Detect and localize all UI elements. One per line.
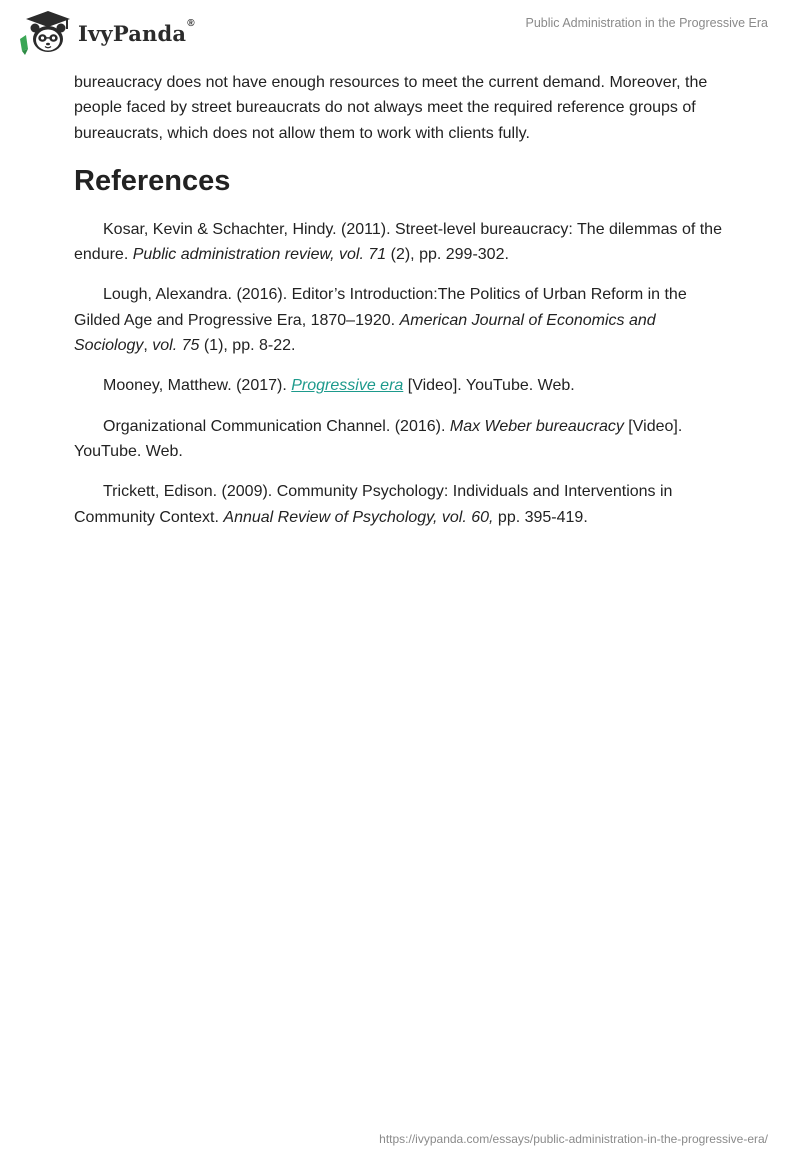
reference-text: [Video]. YouTube. Web.	[74, 417, 683, 460]
reference-text: Mooney, Matthew. (2017).	[103, 377, 292, 395]
reference-source: Max Weber bureaucracy	[449, 417, 624, 435]
footer-url[interactable]: https://ivypanda.com/essays/public-administration-in-the-progressive-era/	[379, 1132, 768, 1146]
references-heading: References	[74, 164, 231, 197]
document-title: Public Administration in the Progressive Era	[525, 16, 768, 30]
reference-link[interactable]: Progressive era	[291, 377, 404, 395]
reference-text: ,	[143, 337, 153, 355]
reference-text: Organizational Communication Channel. (2016).	[103, 417, 450, 435]
reference-text: [Video]. YouTube. Web.	[403, 377, 575, 395]
reference-item	[74, 414, 724, 465]
document-body	[74, 70, 724, 545]
reference-text: pp. 395-419.	[493, 508, 588, 526]
reference-source: Annual Review of Psychology, vol. 60,	[223, 508, 494, 526]
reference-item	[74, 282, 724, 358]
ivypanda-logo[interactable]	[14, 8, 195, 56]
reference-item	[74, 479, 724, 530]
reference-text: Kosar, Kevin & Schachter, Hindy. (2011). Street-level bureaucracy: The dilemmas of the endure.	[74, 220, 722, 264]
panda-graduate-icon	[14, 9, 76, 55]
reference-text: (2), pp. 299-302.	[386, 246, 509, 264]
reference-source: Public administration review, vol. 71	[132, 246, 387, 264]
intro-paragraph: bureaucracy does not have enough resources to meet the current demand. Moreover, the people faced by street bureaucrats do not always meet the required reference groups of bureaucrats, which does not allow them to work with clients fully.	[74, 74, 708, 142]
reference-text: Lough, Alexandra. (2016). Editor’s Introduction:The Politics of Urban Reform in the Gilded Age and Progressive Era, 1870–1920.	[74, 286, 687, 329]
reference-text: Trickett, Edison. (2009). Community Psychology: Individuals and Interventions in Community Context.	[74, 483, 673, 526]
reference-volume: vol. 75	[152, 337, 200, 355]
reference-item	[74, 373, 724, 398]
page-header	[0, 0, 800, 70]
references-list	[74, 217, 724, 530]
logo-wordmark: IvyPanda	[78, 20, 187, 46]
reference-source: American Journal of Economics and Sociology	[74, 311, 656, 355]
registered-mark: ®	[187, 17, 195, 29]
reference-item	[74, 217, 724, 268]
reference-text: (1), pp. 8-22.	[199, 337, 296, 355]
